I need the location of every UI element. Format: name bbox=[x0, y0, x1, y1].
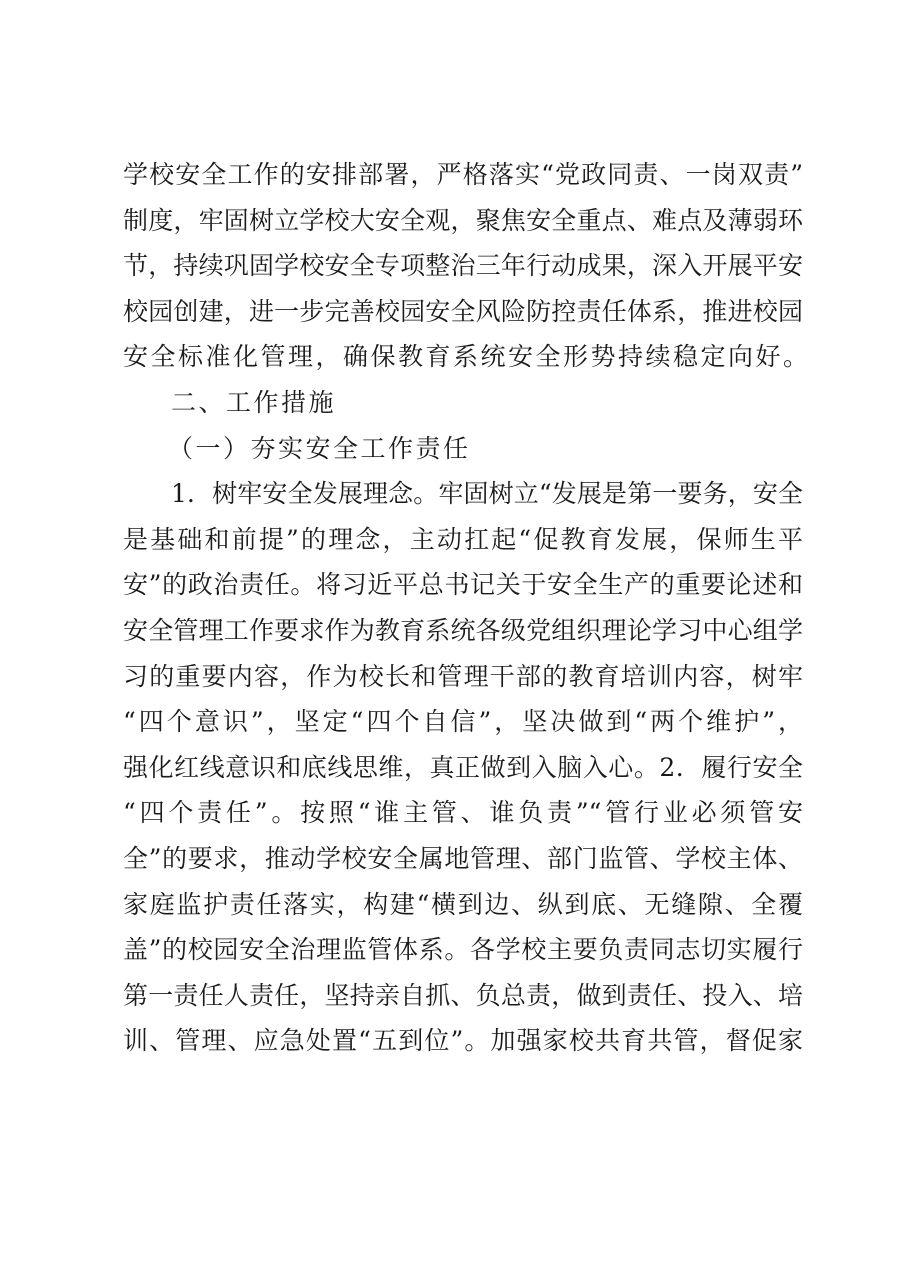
text-line: 安全管理工作要求作为教育系统各级党组织理论学习中心组学 bbox=[123, 615, 803, 645]
text-line: （一）夯实安全工作责任 bbox=[168, 433, 471, 463]
text-line: 训、管理、应急处置“五到位”。加强家校共育共管，督促家 bbox=[123, 1026, 803, 1056]
text-line: 安”的政治责任。将习近平总书记关于安全生产的重要论述和 bbox=[123, 570, 803, 600]
text-line: 校园创建，进一步完善校园安全风险防控责任体系，推进校园 bbox=[123, 296, 803, 326]
text-line: 盖”的校园安全治理监管体系。各学校主要负责同志切实履行 bbox=[123, 935, 803, 965]
text-line: 安全标准化管理，确保教育系统安全形势持续稳定向好。 bbox=[123, 342, 811, 372]
body-text bbox=[123, 152, 811, 1064]
text-line: 制度，牢固树立学校大安全观，聚焦安全重点、难点及薄弱环 bbox=[123, 205, 803, 235]
text-line: 节，持续巩固学校安全专项整治三年行动成果，深入开展平安 bbox=[123, 251, 803, 281]
text-line: “四个责任”。按照“谁主管、谁负责”“管行业必须管安 bbox=[123, 798, 803, 828]
text-line: 学校安全工作的安排部署，严格落实“党政同责、一岗双责” bbox=[123, 160, 803, 189]
text-line: 1．树牢安全发展理念。牢固树立“发展是第一要务，安全 bbox=[171, 479, 803, 509]
text-line: 习的重要内容，作为校长和管理干部的教育培训内容，树牢 bbox=[123, 661, 803, 691]
text-line: 是基础和前提”的理念，主动扛起“促教育发展，保师生平 bbox=[123, 524, 803, 554]
text-line: “四个意识”，坚定“四个自信”，坚决做到“两个维护”， bbox=[123, 707, 803, 737]
text-line: 家庭监护责任落实，构建“横到边、纵到底、无缝隙、全覆 bbox=[123, 889, 803, 919]
text-line: 二、工作措施 bbox=[171, 387, 337, 417]
text-line: 第一责任人责任，坚持亲自抓、负总责，做到责任、投入、培 bbox=[123, 980, 803, 1010]
text-line: 强化红线意识和底线思维，真正做到入脑入心。2．履行安全 bbox=[123, 752, 803, 782]
text-line: 全”的要求，推动学校安全属地管理、部门监管、学校主体、 bbox=[123, 843, 803, 873]
